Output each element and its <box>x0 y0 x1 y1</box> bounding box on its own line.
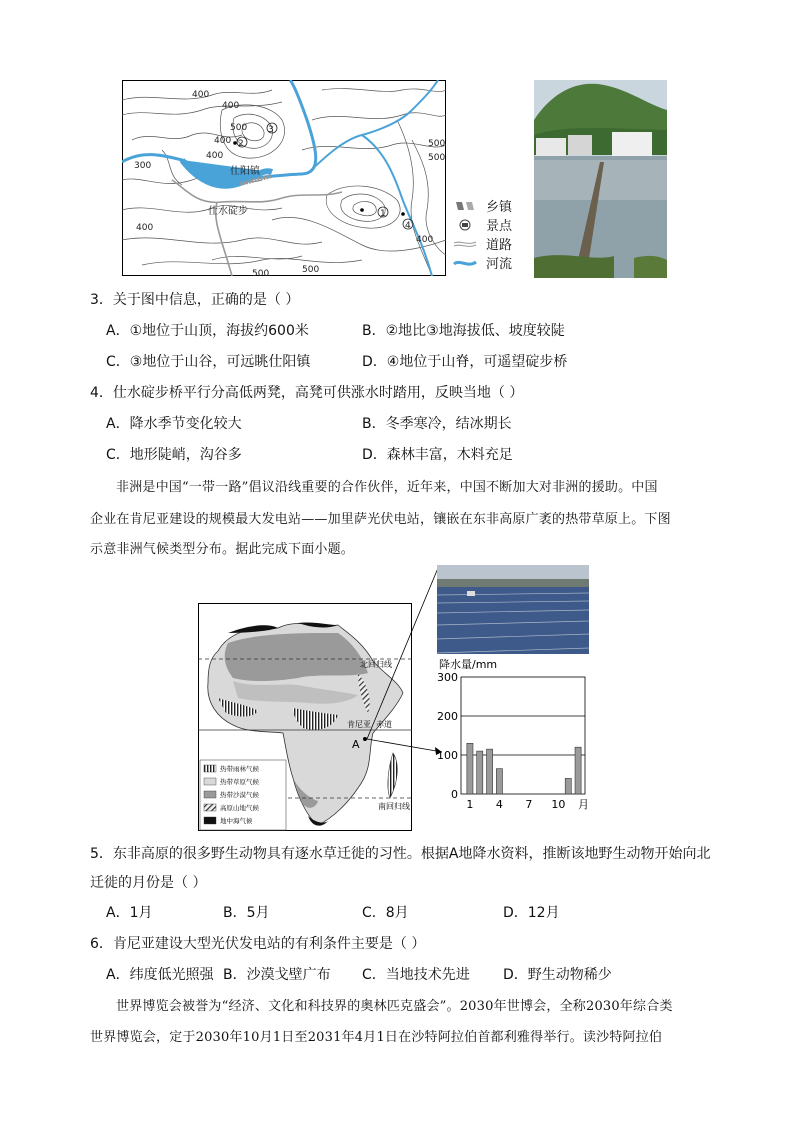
scenic-icon <box>452 218 478 232</box>
legend-mediterranean: 地中海气候 <box>220 817 253 825</box>
contour-label: 400 <box>222 101 240 111</box>
point-a-label: A <box>352 738 360 751</box>
tropic-of-capricorn-label: 南回归线 <box>378 802 410 811</box>
intro-paragraph-line: 非洲是中国“一带一路”倡议沿线重要的合作伙伴，近年来，中国不断加大对非洲的援助。中国 <box>116 480 658 495</box>
question-5-option-b[interactable]: B．5月 <box>223 905 270 921</box>
precip-bar-month-11 <box>565 778 571 794</box>
kenya-label: 肯尼亚 <box>347 720 371 729</box>
contour-label: 500 <box>230 123 248 133</box>
question-4-stem: 4．仕水碇步桥平行分高低两凳，高凳可供涨水时踏用，反映当地（ ） <box>90 385 524 401</box>
question-5-option-a[interactable]: A．1月 <box>106 905 153 921</box>
road-icon <box>452 237 478 251</box>
river-icon <box>452 256 478 270</box>
legend-item: 乡镇 <box>452 196 528 215</box>
question-4-option-a[interactable]: A．降水季节变化较大 <box>106 416 242 432</box>
question-3-option-a[interactable]: A．①地位于山顶，海拔约600米 <box>106 323 309 339</box>
contour-label: 3 <box>268 125 274 135</box>
legend-savanna: 热带草原气候 <box>220 778 259 786</box>
question-4-option-b[interactable]: B．冬季寒冷，结冰期长 <box>362 416 512 432</box>
legend-item: 道路 <box>452 234 528 253</box>
question-6-option-c[interactable]: C．当地技术先进 <box>362 967 470 983</box>
legend-highland: 高原山地气候 <box>220 804 259 812</box>
intro-paragraph-line: 企业在肯尼亚建设的规模最大发电站——加里萨光伏电站，镶嵌在东非高原广袤的热带草原上。下图 <box>90 512 671 527</box>
y-tick-label: 300 <box>437 671 458 684</box>
contour-label: 1 <box>380 209 386 219</box>
legend-item: 景点 <box>452 215 528 234</box>
contour-label: 400 <box>416 235 434 245</box>
chart-xunit: 月 <box>578 798 589 810</box>
tropic-of-cancer-label: 北回归线 <box>360 660 392 669</box>
legend-desert: 热带沙漠气候 <box>220 791 259 799</box>
question-4-option-d[interactable]: D．森林丰富，木料充足 <box>362 447 513 463</box>
equator-label: 赤道 <box>376 720 392 729</box>
x-tick-label: 7 <box>525 798 533 810</box>
legend-item: 河流 <box>452 253 528 272</box>
question-6-option-d[interactable]: D．野生动物稀少 <box>503 967 612 983</box>
y-tick-label: 100 <box>437 749 458 762</box>
intro-paragraph-line: 世界博览会，定于2030年10月1日至2031年4月1日在沙特阿拉伯首都利雅得举行。读沙特阿拉伯 <box>90 1030 663 1045</box>
topographic-map <box>122 80 446 276</box>
village-bridge-photo <box>534 80 667 278</box>
x-tick-label: 1 <box>466 798 474 810</box>
solar-farm-photo <box>437 565 589 654</box>
question-5-stem-line1: 5．东非高原的很多野生动物具有逐水草迁徙的习性。根据A地降水资料，推断该地野生动物开始向北 <box>90 846 711 862</box>
intro-paragraph-line: 示意非洲气候类型分布。据此完成下面小题。 <box>90 542 355 557</box>
question-5-option-c[interactable]: C．8月 <box>362 905 409 921</box>
contour-label: 2 <box>238 139 244 149</box>
legend-rainforest: 热带雨林气候 <box>220 765 259 773</box>
y-tick-label: 200 <box>437 710 458 723</box>
precip-bar-month-4 <box>496 769 502 794</box>
question-3-option-c[interactable]: C．③地位于山谷，可远眺仕阳镇 <box>106 354 311 370</box>
y-tick-label: 0 <box>451 788 458 801</box>
precip-bar-month-1 <box>467 743 473 794</box>
contour-label: 500 <box>252 269 270 276</box>
town-icon <box>452 199 478 213</box>
contour-label: 400 <box>136 223 154 233</box>
x-tick-label: 10 <box>551 798 566 810</box>
contour-label: 400 <box>206 151 224 161</box>
question-5-stem-line2: 迁徙的月份是（ ） <box>90 875 207 891</box>
question-5-option-d[interactable]: D．12月 <box>503 905 560 921</box>
x-tick-label: 4 <box>495 798 503 810</box>
question-6-stem: 6．肯尼亚建设大型光伏发电站的有利条件主要是（ ） <box>90 936 426 952</box>
precip-bar-month-3 <box>487 749 493 794</box>
intro-paragraph-line: 世界博览会被誉为“经济、文化和科技界的奥林匹克盛会”。2030年世博会，全称2030年综合类 <box>116 999 673 1014</box>
topo-legend <box>452 196 528 272</box>
contour-label: 500 <box>428 139 446 149</box>
bridge-label: 仕水碇步 <box>208 206 248 217</box>
contour-label: 500 <box>302 265 320 275</box>
question-3-option-b[interactable]: B．②地比③地海拔低、坡度较陡 <box>362 323 565 339</box>
question-3-option-d[interactable]: D．④地位于山脊，可遥望碇步桥 <box>362 354 568 370</box>
contour-label: 500 <box>428 153 446 163</box>
question-6-option-a[interactable]: A．纬度低光照强 <box>106 967 214 983</box>
contour-label: 400 <box>214 136 232 146</box>
contour-label: 400 <box>192 90 210 100</box>
precipitation-chart <box>436 656 594 810</box>
chart-ylabel: 降水量/mm <box>439 658 498 671</box>
contour-label: 300 <box>134 161 152 171</box>
question-3-stem: 3．关于图中信息，正确的是（ ） <box>90 292 300 308</box>
town-label: 仕阳镇 <box>230 166 260 177</box>
precip-bar-month-12 <box>575 747 581 794</box>
contour-label: 4 <box>405 221 411 231</box>
question-4-option-c[interactable]: C．地形陡峭，沟谷多 <box>106 447 242 463</box>
precip-bar-month-2 <box>477 751 483 794</box>
africa-legend <box>200 760 286 830</box>
question-6-option-b[interactable]: B．沙漠戈壁广布 <box>223 967 331 983</box>
